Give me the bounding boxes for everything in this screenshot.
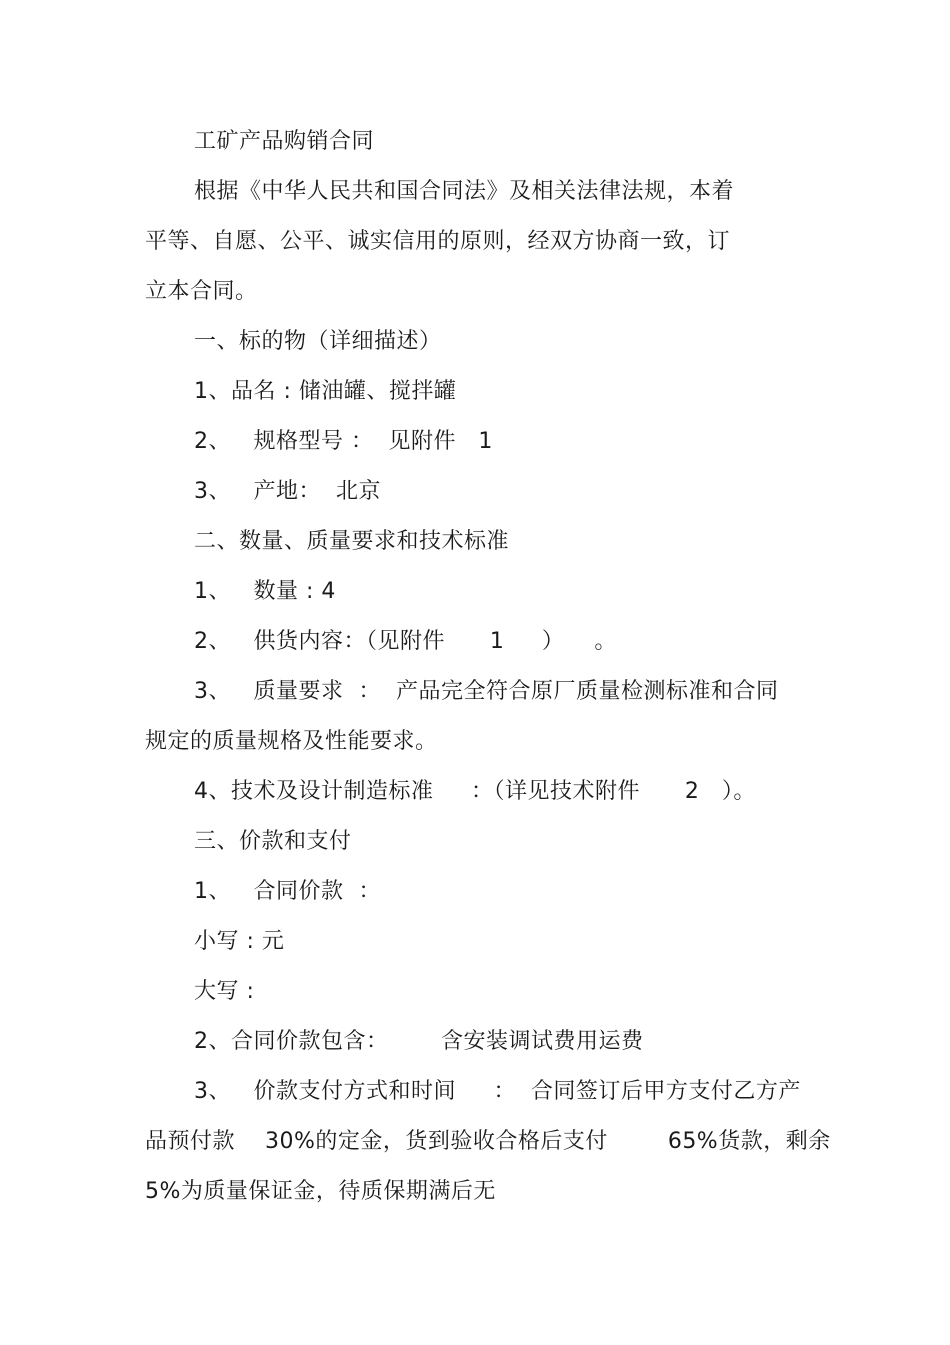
section2-item-1: 1、 数量 : 4 [194,579,336,604]
intro-line-2: 平等、自愿、公平、诚实信用的原则，经双方协商一致，订 [145,229,731,254]
section3-lowercase-amount: 小写 : 元 [194,929,285,954]
intro-line-1: 根据《中华人民共和国合同法》及相关法律法规，本着 [194,179,735,204]
section3-uppercase-amount: 大写 : [194,979,255,1004]
section-heading-1: 一、标的物（详细描述） [194,329,442,354]
section2-item-3: 3、 质量要求 ： 产品完全符合原厂质量检测标准和合同 [194,679,779,704]
section3-item-3-cont-2: 5%为质量保证金，待质保期满后无 [145,1179,496,1204]
section3-item-3-cont-1: 品预付款 30%的定金，货到验收合格后支付 65%货款，剩余 [145,1129,831,1154]
section1-item-3: 3、 产地： 北京 [194,479,381,504]
section2-item-3-cont: 规定的质量规格及性能要求。 [145,729,438,754]
section1-item-2: 2、 规格型号 ： 见附件 1 [194,429,493,454]
section3-item-2: 2、合同价款包含： 含安装调试费用运费 [194,1029,644,1054]
section3-item-1: 1、 合同价款 ： [194,879,381,904]
section-heading-3: 三、价款和支付 [194,829,352,854]
intro-line-3: 立本合同。 [145,279,258,304]
section-heading-2: 二、数量、质量要求和技术标准 [194,529,510,554]
document-title: 工矿产品购销合同 [194,129,375,154]
section2-item-4: 4、技术及设计制造标准 ：（详见技术附件 2 ）。 [194,779,756,804]
section2-item-2: 2、 供货内容：（见附件 1 ） 。 [194,629,617,654]
section1-item-1: 1、品名 : 储油罐、搅拌罐 [194,379,457,404]
section3-item-3: 3、 价款支付方式和时间 ： 合同签订后甲方支付乙方产 [194,1079,801,1104]
